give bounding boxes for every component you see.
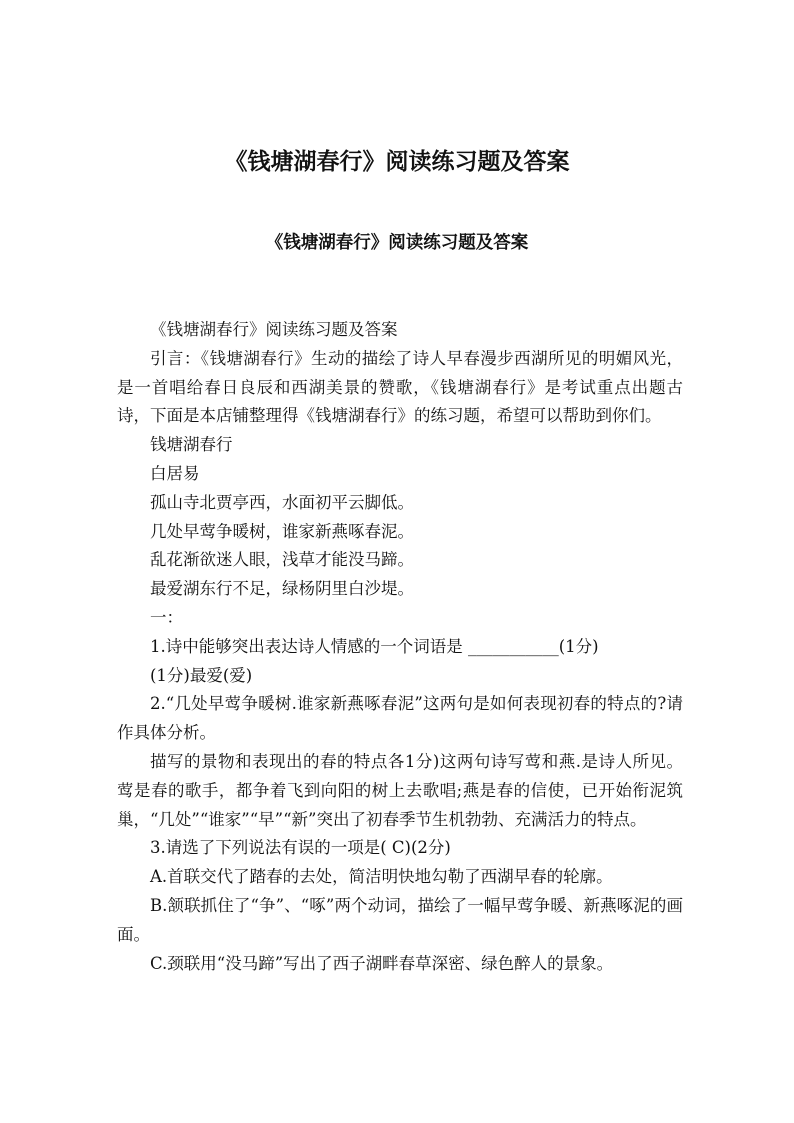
poem-author: 白居易 [150,463,200,483]
question-3: 3.请选了下列说法有误的一项是( C)(2分) [150,838,451,858]
poem-line: 孤山寺北贾亭西，水面初平云脚低。 [150,492,414,512]
answer-2: 描写的景物和表现出的春的特点各1分)这两句诗写莺和燕.是诗人所见。莺是春的歌手，都争着飞到向阳的树上去歌唱;燕是春的信使，已开始衔泥筑巢，“几处”“谁家”“早”“新”突出了初春季节生机勃勃、充满活力的特点。 [117,751,683,829]
option-a: A.首联交代了踏春的去处，简洁明快地勾勒了西湖早春的轮廓。 [150,867,613,887]
document-subtitle: 《钱塘湖春行》阅读练习题及答案 [265,233,529,253]
poem-line: 最爱湖东行不足，绿杨阴里白沙堤。 [150,579,414,599]
answer-1: (1分)最爱(爱) [150,665,253,685]
paragraph-intro: 引言：《钱塘湖春行》生动的描绘了诗人早春漫步西湖所见的明媚风光，是一首唱给春日良辰和西湖美景的赞歌，《钱塘湖春行》是考试重点出题古诗，下面是本店铺整理得《钱塘湖春行》的练习题，希望可以帮助到你们。 [117,348,683,426]
document-title: 《钱塘湖春行》阅读练习题及答案 [224,148,570,175]
paragraph-heading: 《钱塘湖春行》阅读练习题及答案 [150,320,398,339]
section-marker: 一： [150,607,183,627]
option-c: C.颈联用“没马蹄”写出了西子湖畔春草深密、绿色醉人的景象。 [150,953,614,973]
poem-line: 乱花渐欲迷人眼，浅草才能没马蹄。 [150,550,414,570]
option-b: B.颔联抓住了“争”、“啄”两个动词，描绘了一幅早莺争暖、新燕啄泥的画面。 [117,895,683,944]
question-2: 2.“几处早莺争暖树.谁家新燕啄春泥”这两句是如何表现初春的特点的?请作具体分析。 [117,694,683,743]
poem-line: 几处早莺争暖树，谁家新燕啄春泥。 [150,521,414,541]
document-body [117,316,683,978]
poem-title: 钱塘湖春行 [150,435,233,455]
question-1: 1.诗中能够突出表达诗人情感的一个词语是 ___________(1分) [150,636,599,656]
